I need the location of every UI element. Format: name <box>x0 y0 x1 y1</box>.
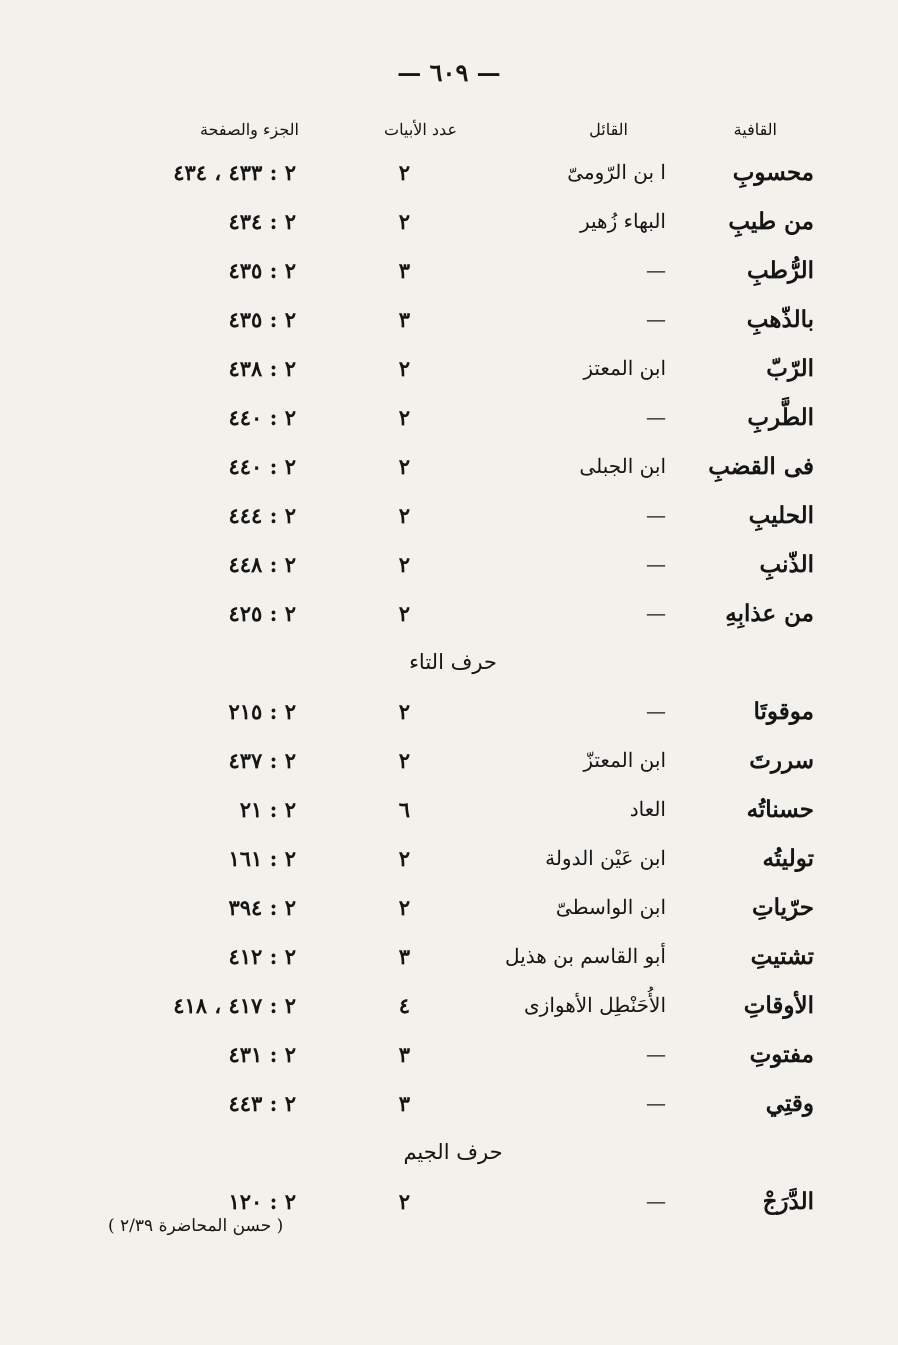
volume-page-cell: ٢ : ٤٣٨ <box>228 356 296 381</box>
column-header-verse-count: عدد الأبيات <box>384 120 457 139</box>
poet-cell: — <box>646 552 666 576</box>
poet-cell: — <box>646 1042 666 1066</box>
table-row <box>0 736 898 785</box>
poet-cell: — <box>646 699 666 723</box>
poet-cell: العاد <box>629 797 666 821</box>
rhyme-cell: من طيبِ <box>728 208 814 235</box>
poet-cell: ابن الواسطىّ <box>555 895 666 919</box>
rhyme-cell: توليتُه <box>762 845 814 872</box>
rhyme-cell: الذّنبِ <box>759 551 814 578</box>
rhyme-cell: الأوقاتِ <box>743 992 814 1019</box>
volume-page-cell: ٢ : ٤٤٠ <box>228 454 296 479</box>
page-number: — ٦٠٩ — <box>397 58 501 87</box>
verse-count-cell: ٢ <box>398 209 410 234</box>
verse-count-cell: ٢ <box>398 601 410 626</box>
rhyme-cell: الحليبِ <box>748 502 814 529</box>
poet-cell: ابن المعتز <box>583 356 666 380</box>
volume-page-cell: ٢ : ٤١٧ ، ٤١٨ <box>173 993 296 1018</box>
table-row <box>0 344 898 393</box>
verse-count-cell: ٢ <box>398 503 410 528</box>
verse-count-cell: ٣ <box>398 944 410 969</box>
table-row <box>0 932 898 981</box>
poet-cell: ا بن الرّومىّ <box>567 160 666 184</box>
verse-count-cell: ٢ <box>398 748 410 773</box>
table-row <box>0 589 898 638</box>
poet-cell: ابن الجبلى <box>579 454 666 478</box>
verse-count-cell: ٣ <box>398 1042 410 1067</box>
verse-count-cell: ٤ <box>398 993 410 1018</box>
rhyme-cell: من عذابِهِ <box>725 600 814 627</box>
volume-page-cell: ٢ : ٤٣٣ ، ٤٣٤ <box>173 160 296 185</box>
table-row <box>0 540 898 589</box>
poet-cell: ابن المعتزّ <box>583 748 666 772</box>
volume-page-cell: ٢ : ٤٣٥ <box>228 307 296 332</box>
poet-cell: البهاء زُهير <box>579 209 666 233</box>
rhyme-cell: الدَّرَجْ <box>762 1188 814 1215</box>
verse-count-cell: ٢ <box>398 552 410 577</box>
rhyme-cell: فى القضبِ <box>708 453 814 480</box>
volume-page-cell: ٢ : ٤٣٥ <box>228 258 296 283</box>
verse-count-cell: ٢ <box>398 895 410 920</box>
column-header-volume-page: الجزء والصفحة <box>199 120 299 139</box>
column-header-poet: القائل <box>589 120 628 139</box>
rhyme-cell: مفتوتِ <box>749 1041 814 1068</box>
volume-page-cell: ٢ : ٢١ <box>239 797 296 822</box>
rhyme-cell: بالذّهبِ <box>746 306 814 333</box>
verse-count-cell: ٣ <box>398 1091 410 1116</box>
verse-count-cell: ٢ <box>398 699 410 724</box>
volume-page-cell: ٢ : ٤٣١ <box>228 1042 296 1067</box>
rhyme-cell: سررتَ <box>749 747 814 774</box>
table-row <box>0 785 898 834</box>
table-row <box>0 197 898 246</box>
poet-cell: — <box>646 307 666 331</box>
table-row <box>0 148 898 197</box>
poet-cell: أبو القاسم بن هذيل <box>504 944 666 968</box>
rhyme-cell: الرّبّ <box>766 355 814 382</box>
rhyme-cell: موقوتَا <box>753 698 814 725</box>
table-row <box>0 246 898 295</box>
table-row <box>0 1079 898 1128</box>
verse-count-cell: ٣ <box>398 258 410 283</box>
rhyme-cell: الطَّربِ <box>747 404 814 431</box>
table-row <box>0 491 898 540</box>
volume-page-cell: ٢ : ٤٢٥ <box>228 601 296 626</box>
poet-cell: الأُحَنْطِل الأهوازى <box>524 993 666 1017</box>
verse-count-cell: ٢ <box>398 356 410 381</box>
poet-cell: — <box>646 1091 666 1115</box>
verse-count-cell: ٦ <box>398 797 410 822</box>
rhyme-cell: محسوبِ <box>732 159 814 186</box>
volume-page-cell: ٢ : ٤١٢ <box>228 944 296 969</box>
rhyme-cell: تشتيتِ <box>750 943 814 970</box>
poet-cell: — <box>646 601 666 625</box>
poet-cell: — <box>646 503 666 527</box>
volume-page-cell: ٢ : ٤٤٣ <box>228 1091 296 1116</box>
table-row <box>0 393 898 442</box>
verse-count-cell: ٢ <box>398 1189 410 1214</box>
rhyme-cell: حرّياتِ <box>752 894 814 921</box>
rhyme-cell: الرُّطبِ <box>747 257 814 284</box>
table-row <box>0 295 898 344</box>
volume-page-cell: ٢ : ١٦١ <box>228 846 296 871</box>
volume-page-cell: ٢ : ٢١٥ <box>228 699 296 724</box>
verse-count-cell: ٢ <box>398 846 410 871</box>
volume-page-cell: ٢ : ٣٩٤ <box>228 895 296 920</box>
table-row <box>0 834 898 883</box>
section-heading-ta: حرف التاء <box>409 650 497 674</box>
column-header-rhyme: القافية <box>733 120 777 139</box>
table-row <box>0 981 898 1030</box>
verse-count-cell: ٢ <box>398 160 410 185</box>
index-table <box>0 148 898 1226</box>
table-row <box>0 1030 898 1079</box>
poet-cell: ابن عَيْن الدولة <box>545 846 666 870</box>
verse-count-cell: ٢ <box>398 454 410 479</box>
volume-page-cell: ٢ : ٤٣٧ <box>228 748 296 773</box>
rhyme-cell: حسناتُه <box>746 796 814 823</box>
verse-count-cell: ٣ <box>398 307 410 332</box>
section-heading-jim: حرف الجيم <box>403 1140 503 1164</box>
poet-cell: — <box>646 1189 666 1213</box>
volume-page-cell: ٢ : ٤٣٤ <box>228 209 296 234</box>
table-row <box>0 687 898 736</box>
poet-cell: — <box>646 258 666 282</box>
volume-page-cell: ٢ : ٤٤٨ <box>228 552 296 577</box>
verse-count-cell: ٢ <box>398 405 410 430</box>
table-row <box>0 883 898 932</box>
rhyme-cell: وقتِي <box>765 1090 814 1117</box>
volume-page-cell: ٢ : ١٢٠ <box>228 1189 296 1214</box>
volume-page-cell: ٢ : ٤٤٠ <box>228 405 296 430</box>
footnote: ( حسن المحاضرة ٢/٣٩ ) <box>108 1216 284 1236</box>
poet-cell: — <box>646 405 666 429</box>
volume-page-cell: ٢ : ٤٤٤ <box>228 503 296 528</box>
table-row <box>0 442 898 491</box>
